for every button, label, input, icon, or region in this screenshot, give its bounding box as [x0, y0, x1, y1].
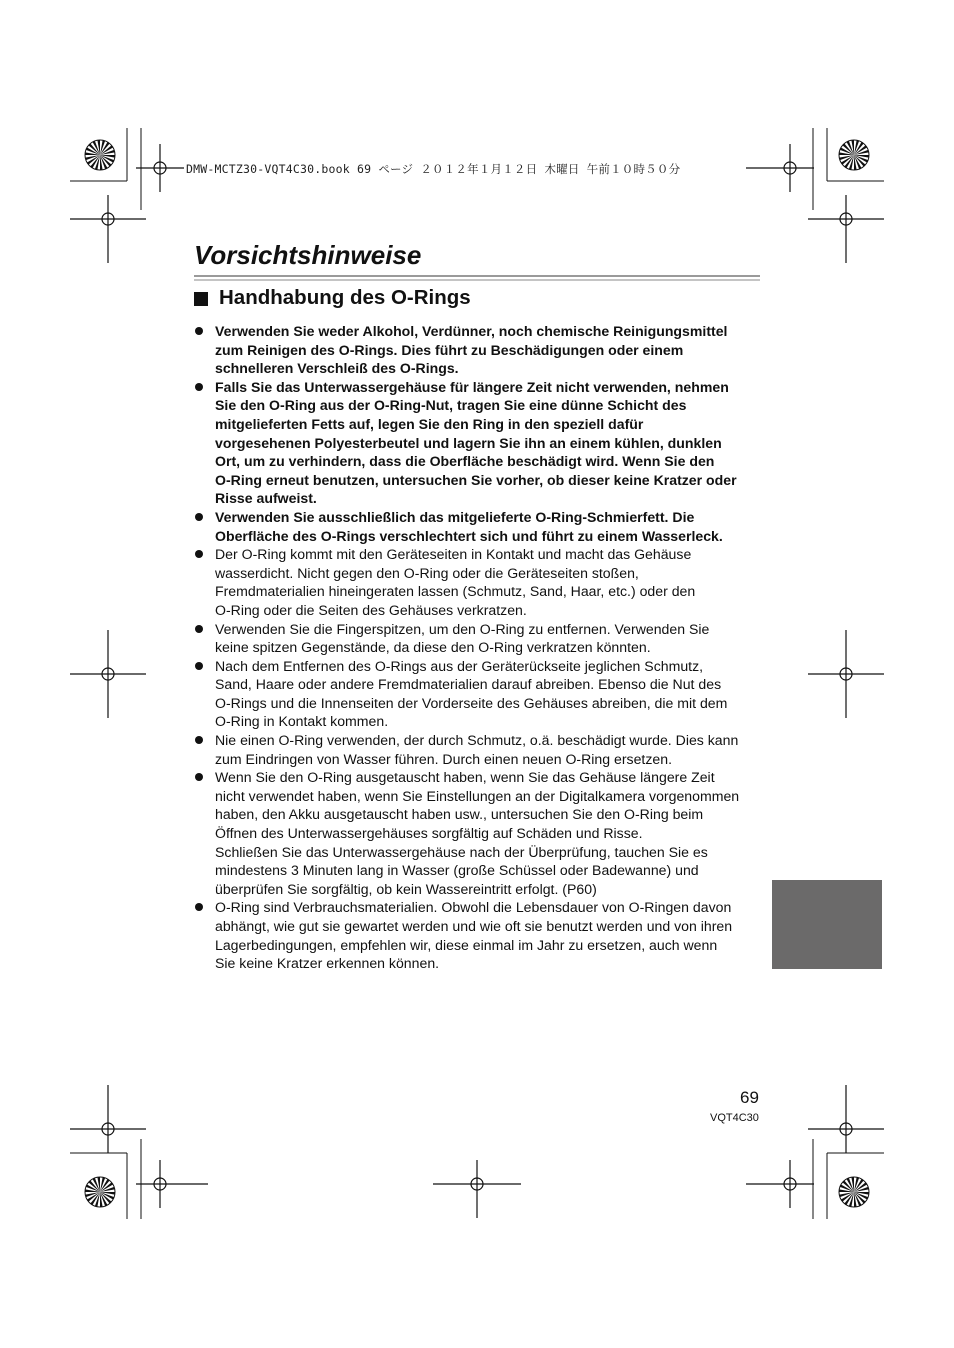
- bullet-list: [194, 322, 760, 973]
- bullet-dot-icon: [195, 662, 203, 670]
- document-code: VQT4C30: [710, 1112, 759, 1124]
- print-info-header: DMW-MCTZ30-VQT4C30.book 69 ページ ２０１２年１月１２日 木曜日 午前１０時５０分: [186, 162, 681, 176]
- bullet-text: Wenn Sie den O-Ring ausgetauscht haben, wenn Sie das Gehäuse längere Zeit nicht verwendet haben, wenn Sie Einstellungen an der Digitalkamera vorgenommen haben, den Akku ausgetauscht haben usw., untersuchen Sie den O-Ring beim Öffnen des Unterwassergehäuses sorgfältig auf Schäden und Risse. Schließen Sie das Unterwassergehäuse nach der Überprüfung, tauchen Sie es mindestens 3 Minuten lang in Wasser (große Schüssel oder Badewanne) und überprüfen Sie sorgfältig, ob kein Wassereintritt erfolgt. (P60): [215, 769, 740, 897]
- bullet-item: [194, 768, 760, 898]
- bullet-item: [194, 731, 760, 768]
- starburst-icon: [839, 140, 869, 170]
- bullet-item: [194, 657, 760, 731]
- bullet-text: Nach dem Entfernen des O-Rings aus der Geräterückseite jeglichen Schmutz, Sand, Haare oder andere Fremdmaterialien darauf abreiben. Ebenso die Nut des O-Rings und die Innenseiten der Vorderseite des Gehäuses abreiben, die mit dem O-Ring in Kontakt kommen.: [215, 657, 728, 730]
- bullet-item: [194, 378, 760, 508]
- starburst-icon: [839, 1177, 869, 1207]
- bullet-text: Verwenden Sie weder Alkohol, Verdünner, noch chemische Reinigungsmittel zum Reinigen des O-Rings. Dies führt zu Beschädigungen oder einem schnelleren Verschleiß des O-Rings.: [215, 323, 728, 377]
- section-heading: [194, 286, 471, 310]
- bullet-text: O-Ring sind Verbrauchsmaterialien. Obwohl die Lebensdauer von O-Ringen davon abhängt, wie gut sie gewartet werden und wie oft sie benutzt werden und von ihren Lagerbedingungen, empfehlen wir, diese einmal im Jahr zu ersetzen, auch wenn Sie keine Kratzer erkennen können.: [215, 899, 733, 972]
- bullet-dot-icon: [195, 625, 203, 633]
- bullet-text: Verwenden Sie die Fingerspitzen, um den O-Ring zu entfernen. Verwenden Sie keine spitzen Gegenstände, da diese den O-Ring verkratzen könnten.: [215, 620, 710, 656]
- bullet-text: Der O-Ring kommt mit den Geräteseiten in Kontakt und macht das Gehäuse wasserdicht. Nicht gegen den O-Ring oder die Geräteseiten stoßen, Fremdmaterialien hineingeraten lassen (Schmutz, Sand, Haar, etc.) oder den O-Ring oder die Seiten des Gehäuses verkratzen.: [215, 546, 696, 618]
- bullet-item: [194, 898, 760, 972]
- section-heading-text: Handhabung des O-Rings: [219, 286, 471, 309]
- bullet-dot-icon: [195, 327, 203, 335]
- bullet-dot-icon: [195, 550, 203, 558]
- bullet-item: [194, 545, 760, 619]
- bullet-dot-icon: [195, 903, 203, 911]
- bullet-text: Nie einen O-Ring verwenden, der durch Schmutz, o.ä. beschädigt wurde. Dies kann zum Eindringen von Wasser führen. Durch einen neuen O-Ring ersetzen.: [215, 732, 739, 767]
- starburst-icon: [85, 140, 115, 170]
- bullet-dot-icon: [195, 383, 203, 391]
- bullet-dot-icon: [195, 736, 203, 744]
- bullet-item: [194, 508, 760, 545]
- starburst-icon: [85, 1177, 115, 1207]
- title-divider: [194, 275, 760, 281]
- bullet-dot-icon: [195, 513, 203, 521]
- bullet-text: Verwenden Sie ausschließlich das mitgelieferte O-Ring-Schmierfett. Die Oberfläche des O-Rings verschlechtert sich und führt zu einem Wasserleck.: [215, 508, 723, 544]
- bullet-item: [194, 322, 760, 378]
- bullet-text: Falls Sie das Unterwassergehäuse für längere Zeit nicht verwenden, nehmen Sie den O-Ring aus der O-Ring-Nut, tragen Sie eine dünne Schicht des mitgelieferten Fetts auf, legen Sie den Ring in den speziell dafür vorgesehenen Polyesterbeutel und lagern Sie ihn an einem kühlen, dunklen Ort, um zu verhindern, dass die Oberfläche beschädigt wird. Wenn Sie den O-Ring erneut benutzen, untersuchen Sie vorher, ob dieser keine Kratzer oder Risse aufweist.: [215, 378, 737, 507]
- page-number: 69: [740, 1088, 759, 1107]
- square-bullet-icon: [194, 292, 208, 306]
- side-tab-marker: [772, 880, 882, 969]
- page-title: Vorsichtshinweise: [194, 240, 422, 270]
- bullet-dot-icon: [195, 773, 203, 781]
- bullet-item: [194, 620, 760, 657]
